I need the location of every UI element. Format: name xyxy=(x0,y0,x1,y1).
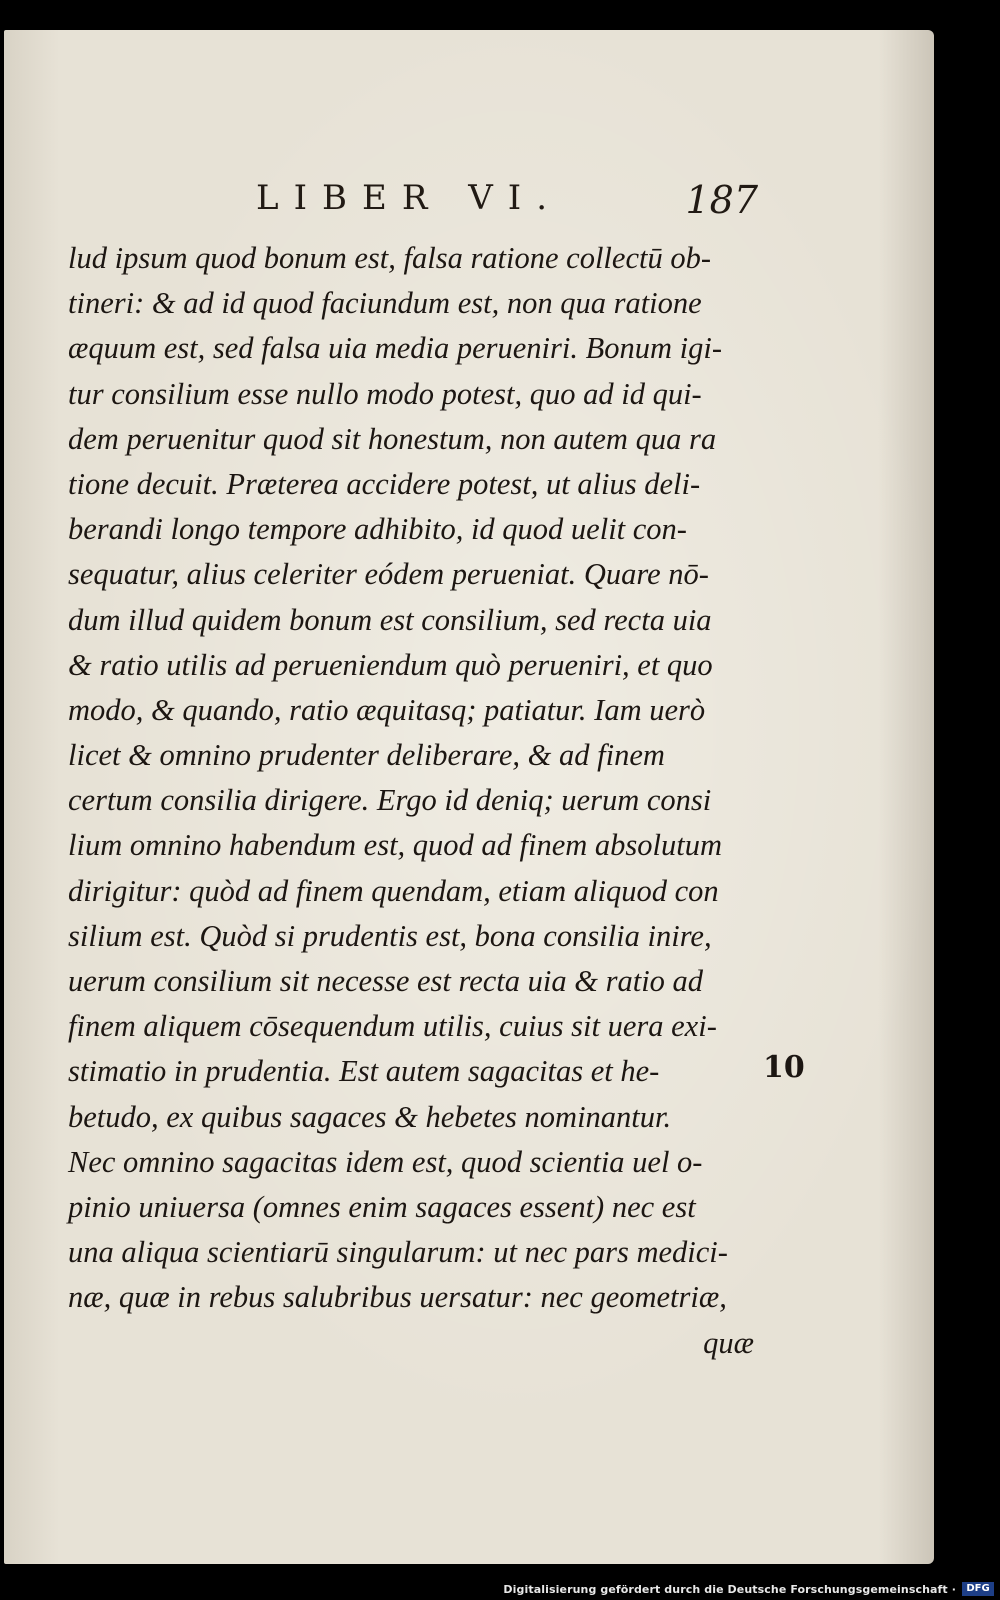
running-title: LIBER VI. xyxy=(256,178,563,218)
text-line: sequatur, alius celeriter eódem perueniat. Quare nō- xyxy=(68,557,709,592)
text-line: berandi longo tempore adhibito, id quod uelit con- xyxy=(68,512,687,547)
text-line: uerum consilium sit necesse est recta uia & ratio ad xyxy=(68,964,704,998)
text-line: tineri: & ad id quod faciundum est, non qua ratione xyxy=(68,286,702,321)
footer-credit: Digitalisierung gefördert durch die Deutsche Forschungsgemeinschaft · xyxy=(503,1583,956,1596)
text-line: dum illud quidem bonum est consilium, sed recta uia xyxy=(68,602,712,637)
page-header xyxy=(68,178,758,228)
text-line: finem aliquem cōsequendum utilis, cuius sit uera exi- xyxy=(68,1009,717,1044)
folio-number: 187 xyxy=(685,178,758,222)
text-line: certum consilia dirigere. Ergo id deniq; uerum consi xyxy=(68,783,712,818)
text-line: silium est. Quòd si prudentis est, bona consilia inire, xyxy=(68,918,712,953)
text-line: Nec omnino sagacitas idem est, quod scientia uel o- xyxy=(68,1144,703,1179)
margin-note-number: 10 xyxy=(763,1050,805,1085)
text-line: stimatio in prudentia. Est autem sagacitas et he- xyxy=(68,1054,660,1089)
footer-bar xyxy=(0,1576,1000,1600)
dfg-logo-icon: DFG xyxy=(962,1582,994,1596)
text-line: modo, & quando, ratio æquitasq; patiatur. Iam uerò xyxy=(68,692,706,727)
body-text xyxy=(68,236,758,1366)
text-line: dirigitur: quòd ad finem quendam, etiam aliquod con xyxy=(68,873,719,908)
text-line: tur consilium esse nullo modo potest, quo ad id qui- xyxy=(68,376,702,411)
text-line: una aliqua scientiarū singularum: ut nec pars medici- xyxy=(68,1235,728,1270)
text-line: lud ipsum quod bonum est, falsa ratione collectū ob- xyxy=(68,241,711,275)
text-line: næ, quæ in rebus salubribus uersatur: nec geometriæ, xyxy=(68,1280,727,1315)
text-line: pinio uniuersa (omnes enim sagaces essent) nec est xyxy=(68,1189,696,1224)
text-line: & ratio utilis ad perueniendum quò perueniri, et quo xyxy=(68,647,713,682)
catchword: quæ xyxy=(703,1325,754,1360)
text-line: betudo, ex quibus sagaces & hebetes nominantur. xyxy=(68,1099,672,1134)
text-line: tione decuit. Præterea accidere potest, ut alius deli- xyxy=(68,466,701,501)
text-line: lium omnino habendum est, quod ad finem absolutum xyxy=(68,828,723,863)
text-line: dem peruenitur quod sit honestum, non autem qua ra xyxy=(68,421,717,456)
text-line: licet & omnino prudenter deliberare, & ad finem xyxy=(68,738,665,773)
text-line: æquum est, sed falsa uia media perueniri. Bonum igi- xyxy=(68,331,723,366)
